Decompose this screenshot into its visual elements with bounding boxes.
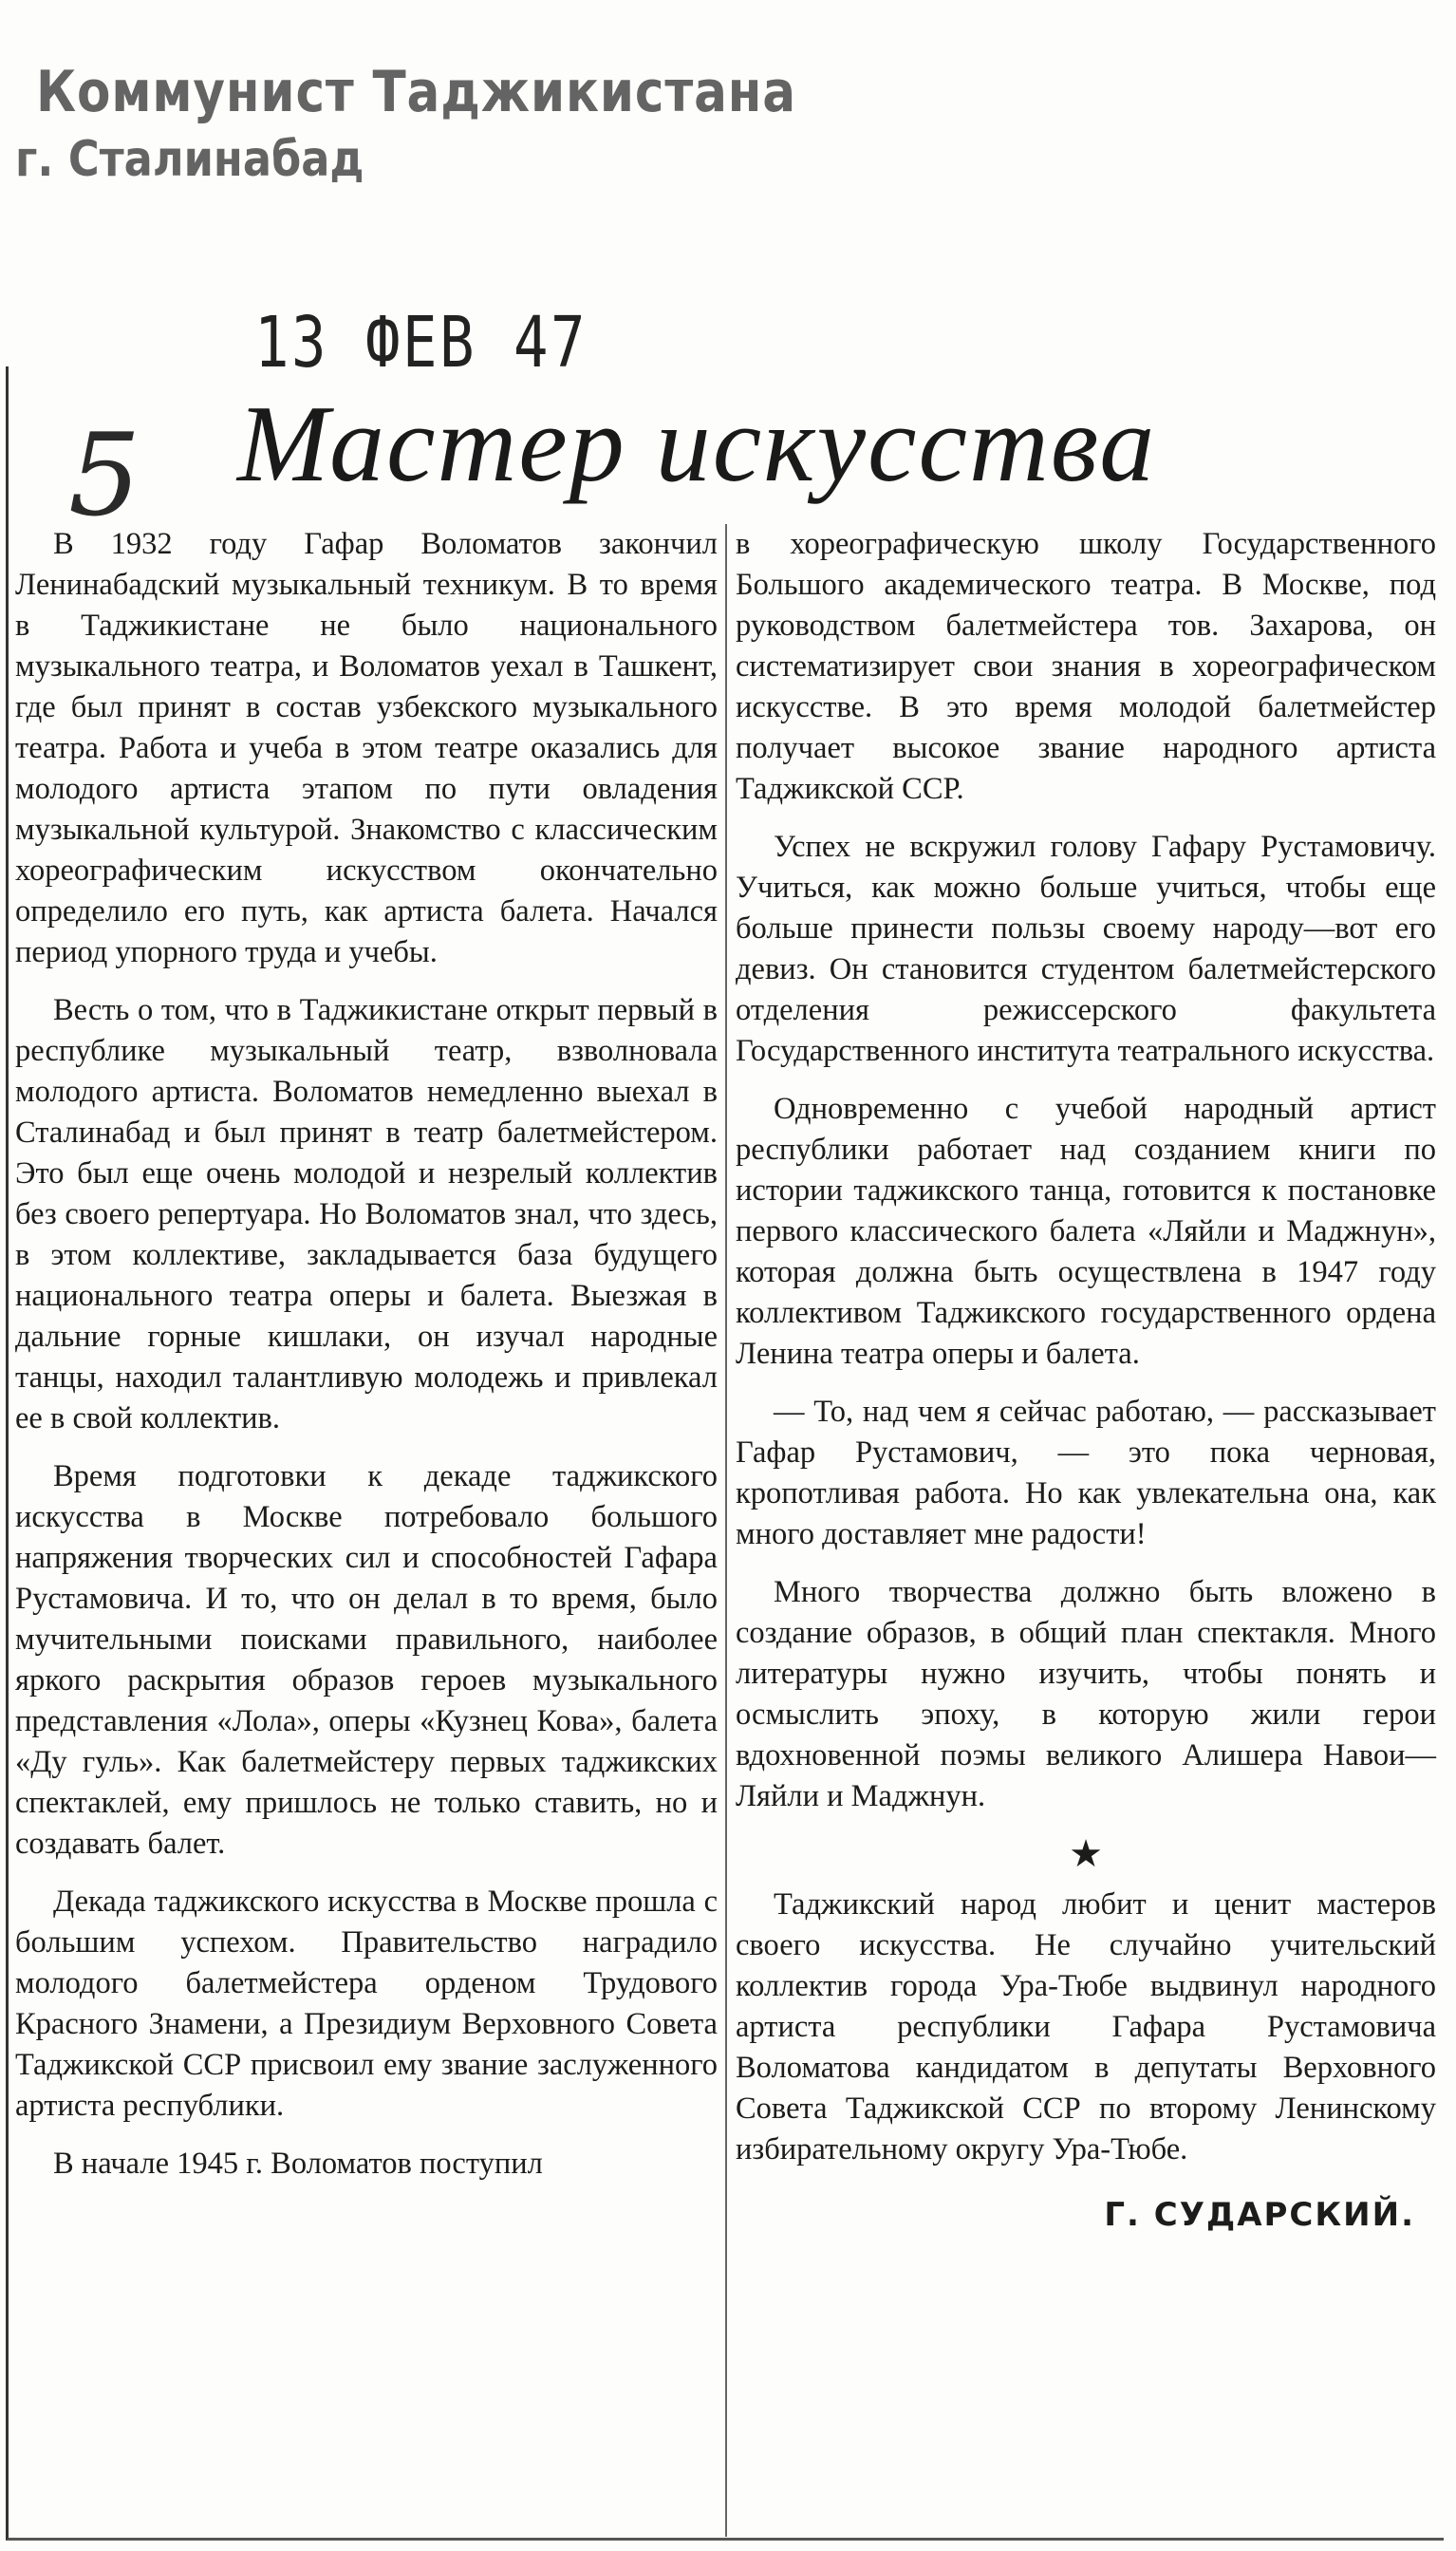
column-divider bbox=[725, 524, 727, 2537]
paragraph: В 1932 году Гафар Воломатов закончил Ленинабадский музыкальный техникум. В то время в Таджикистане не было национального музыкального театра, и Воломатов уехал в Ташкент, где был принят в состав узбекского музыкального театра. Работа и учеба в этом театре оказались для молодого артиста этапом по пути овладения музыкальной культурой. Знакомство с классическим хореографическим искусством окончательно определило его путь, как артиста балета. Начался период упорного труда и учебы. bbox=[15, 527, 718, 969]
article-column-left bbox=[15, 524, 718, 2202]
paragraph: Одновременно с учебой народный артист республики работает над созданием книги по истории таджикского танца, готовится к постановке первого классического балета «Ляйли и Маджнун», которая должна быть осуществлена в 1947 году коллективом Таджикского государственного ордена Ленина театра оперы и балета. bbox=[736, 1092, 1436, 1371]
paragraph: Успех не вскружил голову Гафару Рустамовичу. Учиться, как можно больше учиться, чтобы еще больше принести пользы своему народу—вот его девиз. Он становится студентом балетмейстерского отделения режиссерского факультета Государственного института театрального искусства. bbox=[736, 830, 1436, 1068]
paragraph: В начале 1945 г. Воломатов поступил bbox=[53, 2147, 543, 2181]
author-signature: Г. СУДАРСКИЙ. bbox=[1104, 2196, 1415, 2234]
paragraph: Время подготовки к декаде таджикского искусства в Москве потребовало большого напряжения творческих сил и способностей Гафара Рустамовича. И то, что он делал в то время, было мучительными поисками правильного, наиболее яркого раскрытия образов героев музыкального представления «Лола», оперы «Кузнец Кова», балета «Ду гуль». Как балетмейстеру первых таджикских спектаклей, ему пришлось не только ставить, но и создавать балет. bbox=[15, 1459, 718, 1861]
paragraph: Декада таджикского искусства в Москве прошла с большим успехом. Правительство наградило молодого балетмейстера орденом Трудового Красного Знамени, а Президиум Верховного Совета Таджикской ССР присвоил ему звание заслуженного артиста республики. bbox=[15, 1885, 718, 2123]
article-title: Мастер искусства bbox=[237, 384, 1157, 505]
newspaper-stamp-title: Коммунист Таджикистана bbox=[36, 59, 796, 125]
paragraph-continued: в хореографическую школу Государственного Большого академического театра. В Москве, под руководством балетмейстера тов. Захарова, он систематизирует свои знания в хореографическом искусстве. В это время молодой балетмейстер получает высокое звание народного артиста Таджикской ССР. bbox=[736, 527, 1436, 806]
article-column-right bbox=[736, 524, 1436, 2253]
paragraph: Много творчества должно быть вложено в создание образов, в общий план спектакля. Много литературы нужно изучить, чтобы понять и осмыслить эпоху, в которую жили герои вдохновенной поэмы великого Алишера Навои—Ляйли и Маджнун. bbox=[736, 1575, 1436, 1813]
paragraph: — То, над чем я сейчас работаю, — рассказывает Гафар Рустамович, — это пока черновая, кропотливая работа. Но как увлекательна она, как много доставляет мне радости! bbox=[736, 1395, 1436, 1551]
paragraph: Таджикский народ любит и ценит мастеров своего искусства. Не случайно учительский коллектив города Ура-Тюбе выдвинул народного артиста республики Гафара Рустамовича Воломатова кандидатом в депутаты Верховного Совета Таджикской ССР по второму Ленинскому избирательному округу Ура-Тюбе. bbox=[736, 1887, 1436, 2166]
paragraph: Весть о том, что в Таджикистане открыт первый в республике музыкальный театр, взволновала молодого артиста. Воломатов немедленно выехал в Сталинабад и был принят в театр балетмейстером. Это был еще очень молодой и незрелый коллектив без своего репертуара. Но Воломатов знал, что здесь, в этом коллективе, закладывается база будущего национального театра оперы и балета. Выезжая в дальние горные кишлаки, он изучал народные танцы, находил талантливую молодежь и привлекал ее в свой коллектив. bbox=[15, 993, 718, 1435]
handwritten-number: 5 bbox=[68, 410, 141, 542]
star-separator-icon: ★ bbox=[1069, 1832, 1103, 1876]
newspaper-stamp-city: г. Сталинабад bbox=[15, 131, 364, 188]
date-stamp: 13 ФЕВ 47 bbox=[254, 302, 588, 384]
